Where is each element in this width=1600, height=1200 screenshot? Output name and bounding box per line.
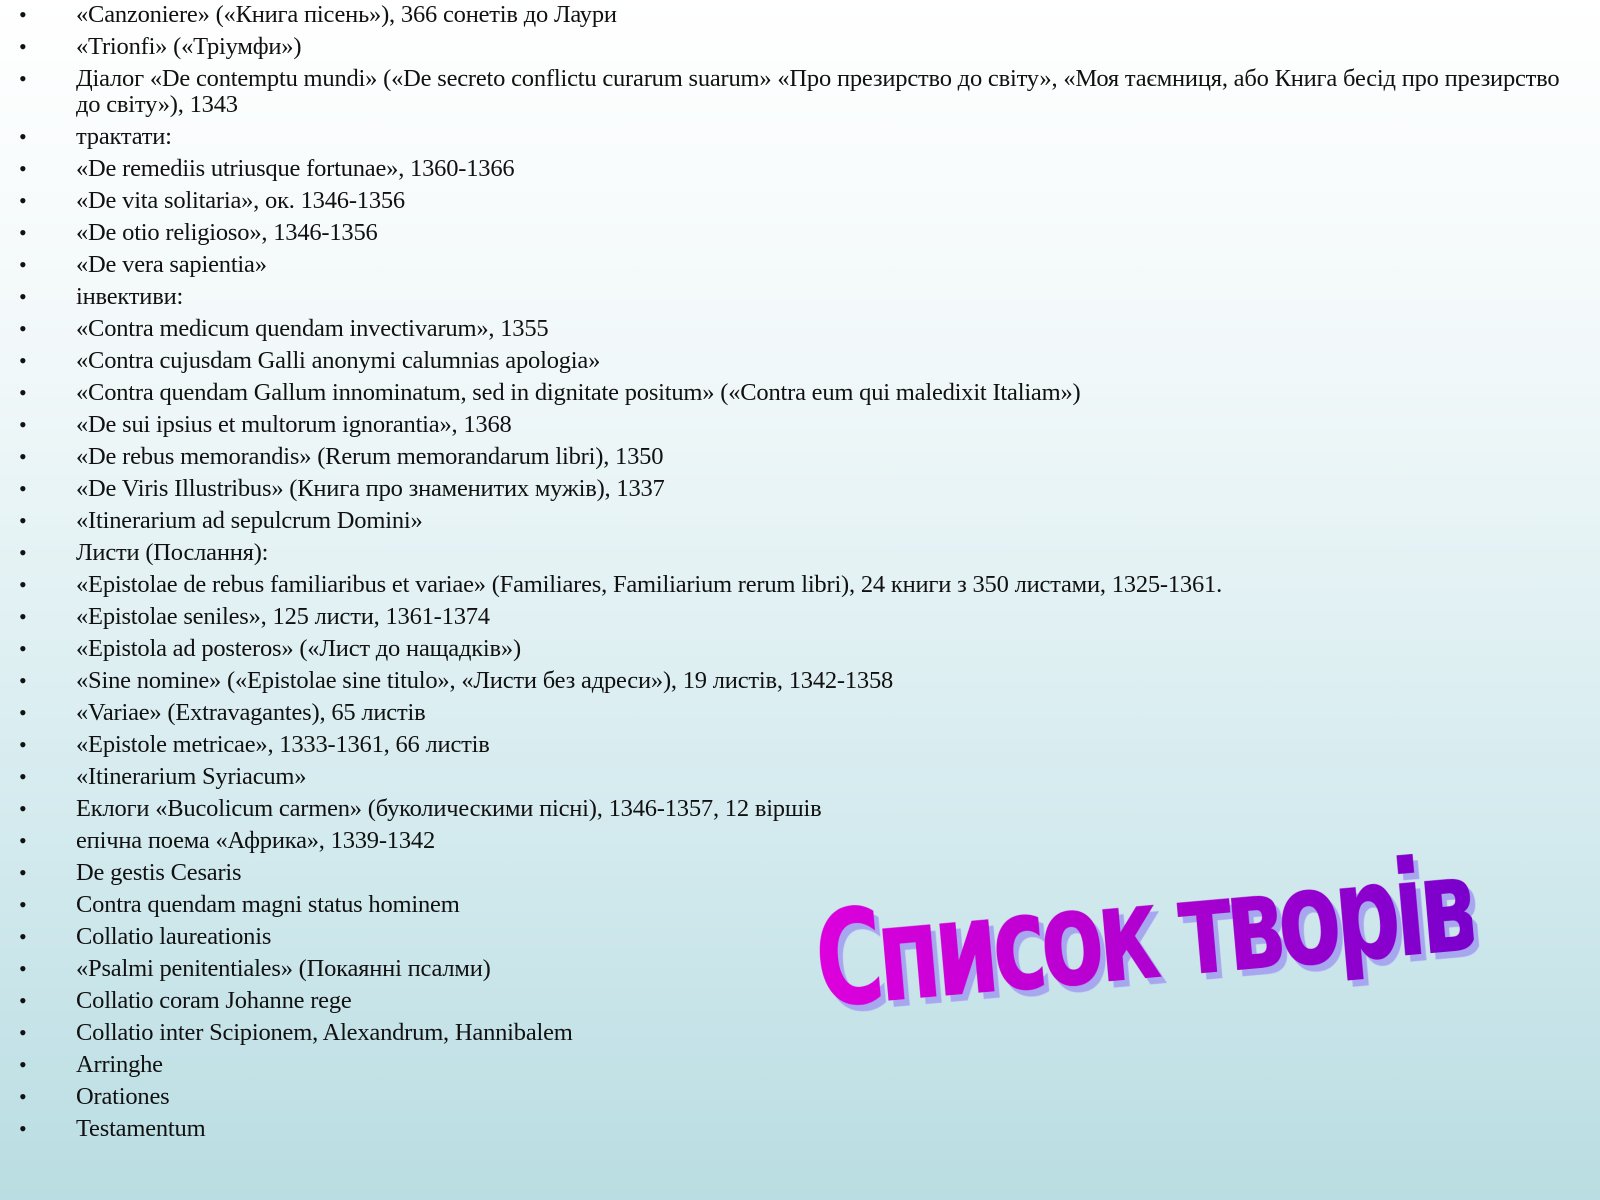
list-item-text: «De rebus memorandis» (Rerum memorandarum libri), 1350 [76, 443, 664, 470]
list-item [0, 220, 1580, 246]
bullet-icon: • [19, 444, 27, 469]
list-item [0, 668, 1580, 694]
list-item-text: «De vita solitaria», ок. 1346-1356 [76, 187, 405, 214]
list-item-text: «Trionfi» («Тріумфи») [76, 33, 302, 60]
bullet-icon: • [19, 252, 27, 277]
bullet-icon: • [19, 572, 27, 597]
bullet-icon: • [19, 2, 27, 27]
bullet-icon: • [19, 1020, 27, 1045]
list-item [0, 508, 1580, 534]
list-item [0, 636, 1580, 662]
list-item-text: «Itinerarium Syriacum» [76, 763, 307, 790]
list-item-text: «Epistola ad posteros» («Лист до нащадків») [76, 635, 521, 662]
list-item [0, 412, 1580, 438]
bullet-icon: • [19, 988, 27, 1013]
bullet-icon: • [19, 1084, 27, 1109]
list-item-text: Contra quendam magni status hominem [76, 891, 460, 918]
list-item [0, 1084, 1580, 1110]
bullet-icon: • [19, 220, 27, 245]
list-item [0, 796, 1580, 822]
bullet-icon: • [19, 700, 27, 725]
list-item-text: Collatio inter Scipionem, Alexandrum, Hannibalem [76, 1019, 573, 1046]
list-item-text: «Epistolae seniles», 125 листи, 1361-1374 [76, 603, 490, 630]
list-item [0, 156, 1580, 182]
list-item [0, 1020, 1580, 1046]
list-item-text: Collatio coram Johanne rege [76, 987, 352, 1014]
bullet-icon: • [19, 34, 27, 59]
list-item-text: De gestis Cesaris [76, 859, 242, 886]
bullet-icon: • [19, 66, 27, 91]
bullet-icon: • [19, 348, 27, 373]
bullet-icon: • [19, 284, 27, 309]
list-item-text: трактати: [76, 123, 172, 150]
list-item [0, 700, 1580, 726]
list-item [0, 188, 1580, 214]
list-item [0, 732, 1580, 758]
list-item-text: Діалог «De contemptu mundi» («De secreto conflictu curarum suarum» «Про презирство до світу», «Моя таємниця, або Книга бесід про презирство до світу»), 1343 [76, 65, 1560, 118]
list-item-text: Еклоги «Bucolicum carmen» (буколическими пісні), 1346-1357, 12 віршів [76, 795, 822, 822]
list-item [0, 2, 1580, 28]
bullet-icon: • [19, 668, 27, 693]
list-item [0, 380, 1580, 406]
bullet-icon: • [19, 860, 27, 885]
list-item-text: «Epistolae de rebus familiaribus et variae» (Familiares, Familiarium rerum libri), 24 книги з 350 листами, 1325-1361. [76, 571, 1223, 598]
bullet-icon: • [19, 924, 27, 949]
list-item-text: епічна поема «Африка», 1339-1342 [76, 827, 436, 854]
list-item-text: «Canzoniere» («Книга пісень»), 366 сонетів до Лаури [76, 1, 617, 28]
bullet-icon: • [19, 604, 27, 629]
list-item-text: Листи (Послання): [76, 539, 269, 566]
bullet-icon: • [19, 476, 27, 501]
slide-title: Список творів [809, 826, 1478, 1038]
list-item-text: Testamentum [76, 1115, 206, 1142]
bullet-icon: • [19, 124, 27, 149]
bullet-icon: • [19, 796, 27, 821]
list-item-text: «Itinerarium ad sepulcrum Domini» [76, 507, 423, 534]
list-item-text: «De Viris Illustribus» (Книга про знаменитих мужів), 1337 [76, 475, 665, 502]
list-item-text: «De sui ipsius et multorum ignorantia», 1368 [76, 411, 512, 438]
list-item-text: Collatio laureationis [76, 923, 272, 950]
list-item [0, 540, 1580, 566]
bullet-icon: • [19, 412, 27, 437]
list-item-text: «Sine nomine» («Epistolae sine titulo», «Листи без адреси»), 19 листів, 1342-1358 [76, 667, 894, 694]
list-item [0, 444, 1580, 470]
list-item [0, 348, 1580, 374]
list-item-text: Arringhe [76, 1051, 163, 1078]
list-item [0, 1116, 1580, 1142]
list-item [0, 572, 1580, 598]
list-item [0, 124, 1580, 150]
list-item [0, 34, 1580, 60]
list-item [0, 476, 1580, 502]
list-item-text: Orationes [76, 1083, 170, 1110]
list-item [0, 1052, 1580, 1078]
bullet-icon: • [19, 1052, 27, 1077]
list-item [0, 764, 1580, 790]
list-item [0, 66, 1580, 118]
list-item-text: «Epistole metricae», 1333-1361, 66 листів [76, 731, 490, 758]
list-item-text: «De otio religioso», 1346-1356 [76, 219, 378, 246]
bullet-icon: • [19, 156, 27, 181]
list-item-text: «De vera sapientia» [76, 251, 267, 278]
list-item-text: «Contra quendam Gallum innominatum, sed in dignitate positum» («Contra eum qui maledixit Italiam») [76, 379, 1081, 406]
bullet-icon: • [19, 828, 27, 853]
list-item-text: «Contra cujusdam Galli anonymi calumnias apologia» [76, 347, 601, 374]
bullet-icon: • [19, 380, 27, 405]
bullet-icon: • [19, 764, 27, 789]
bullet-icon: • [19, 540, 27, 565]
bullet-icon: • [19, 188, 27, 213]
bullet-icon: • [19, 636, 27, 661]
bullet-icon: • [19, 956, 27, 981]
bullet-icon: • [19, 732, 27, 757]
bullet-icon: • [19, 316, 27, 341]
bullet-icon: • [19, 508, 27, 533]
list-item-text: інвективи: [76, 283, 184, 310]
list-item-text: «De remediis utriusque fortunae», 1360-1366 [76, 155, 515, 182]
list-item [0, 316, 1580, 342]
list-item-text: «Variae» (Extravagantes), 65 листів [76, 699, 426, 726]
list-item [0, 284, 1580, 310]
list-item-text: «Psalmi penitentiales» (Покаянні псалми) [76, 955, 491, 982]
list-item [0, 604, 1580, 630]
list-item-text: «Contra medicum quendam invectivarum», 1355 [76, 315, 549, 342]
bullet-icon: • [19, 892, 27, 917]
list-item [0, 252, 1580, 278]
bullet-icon: • [19, 1116, 27, 1141]
